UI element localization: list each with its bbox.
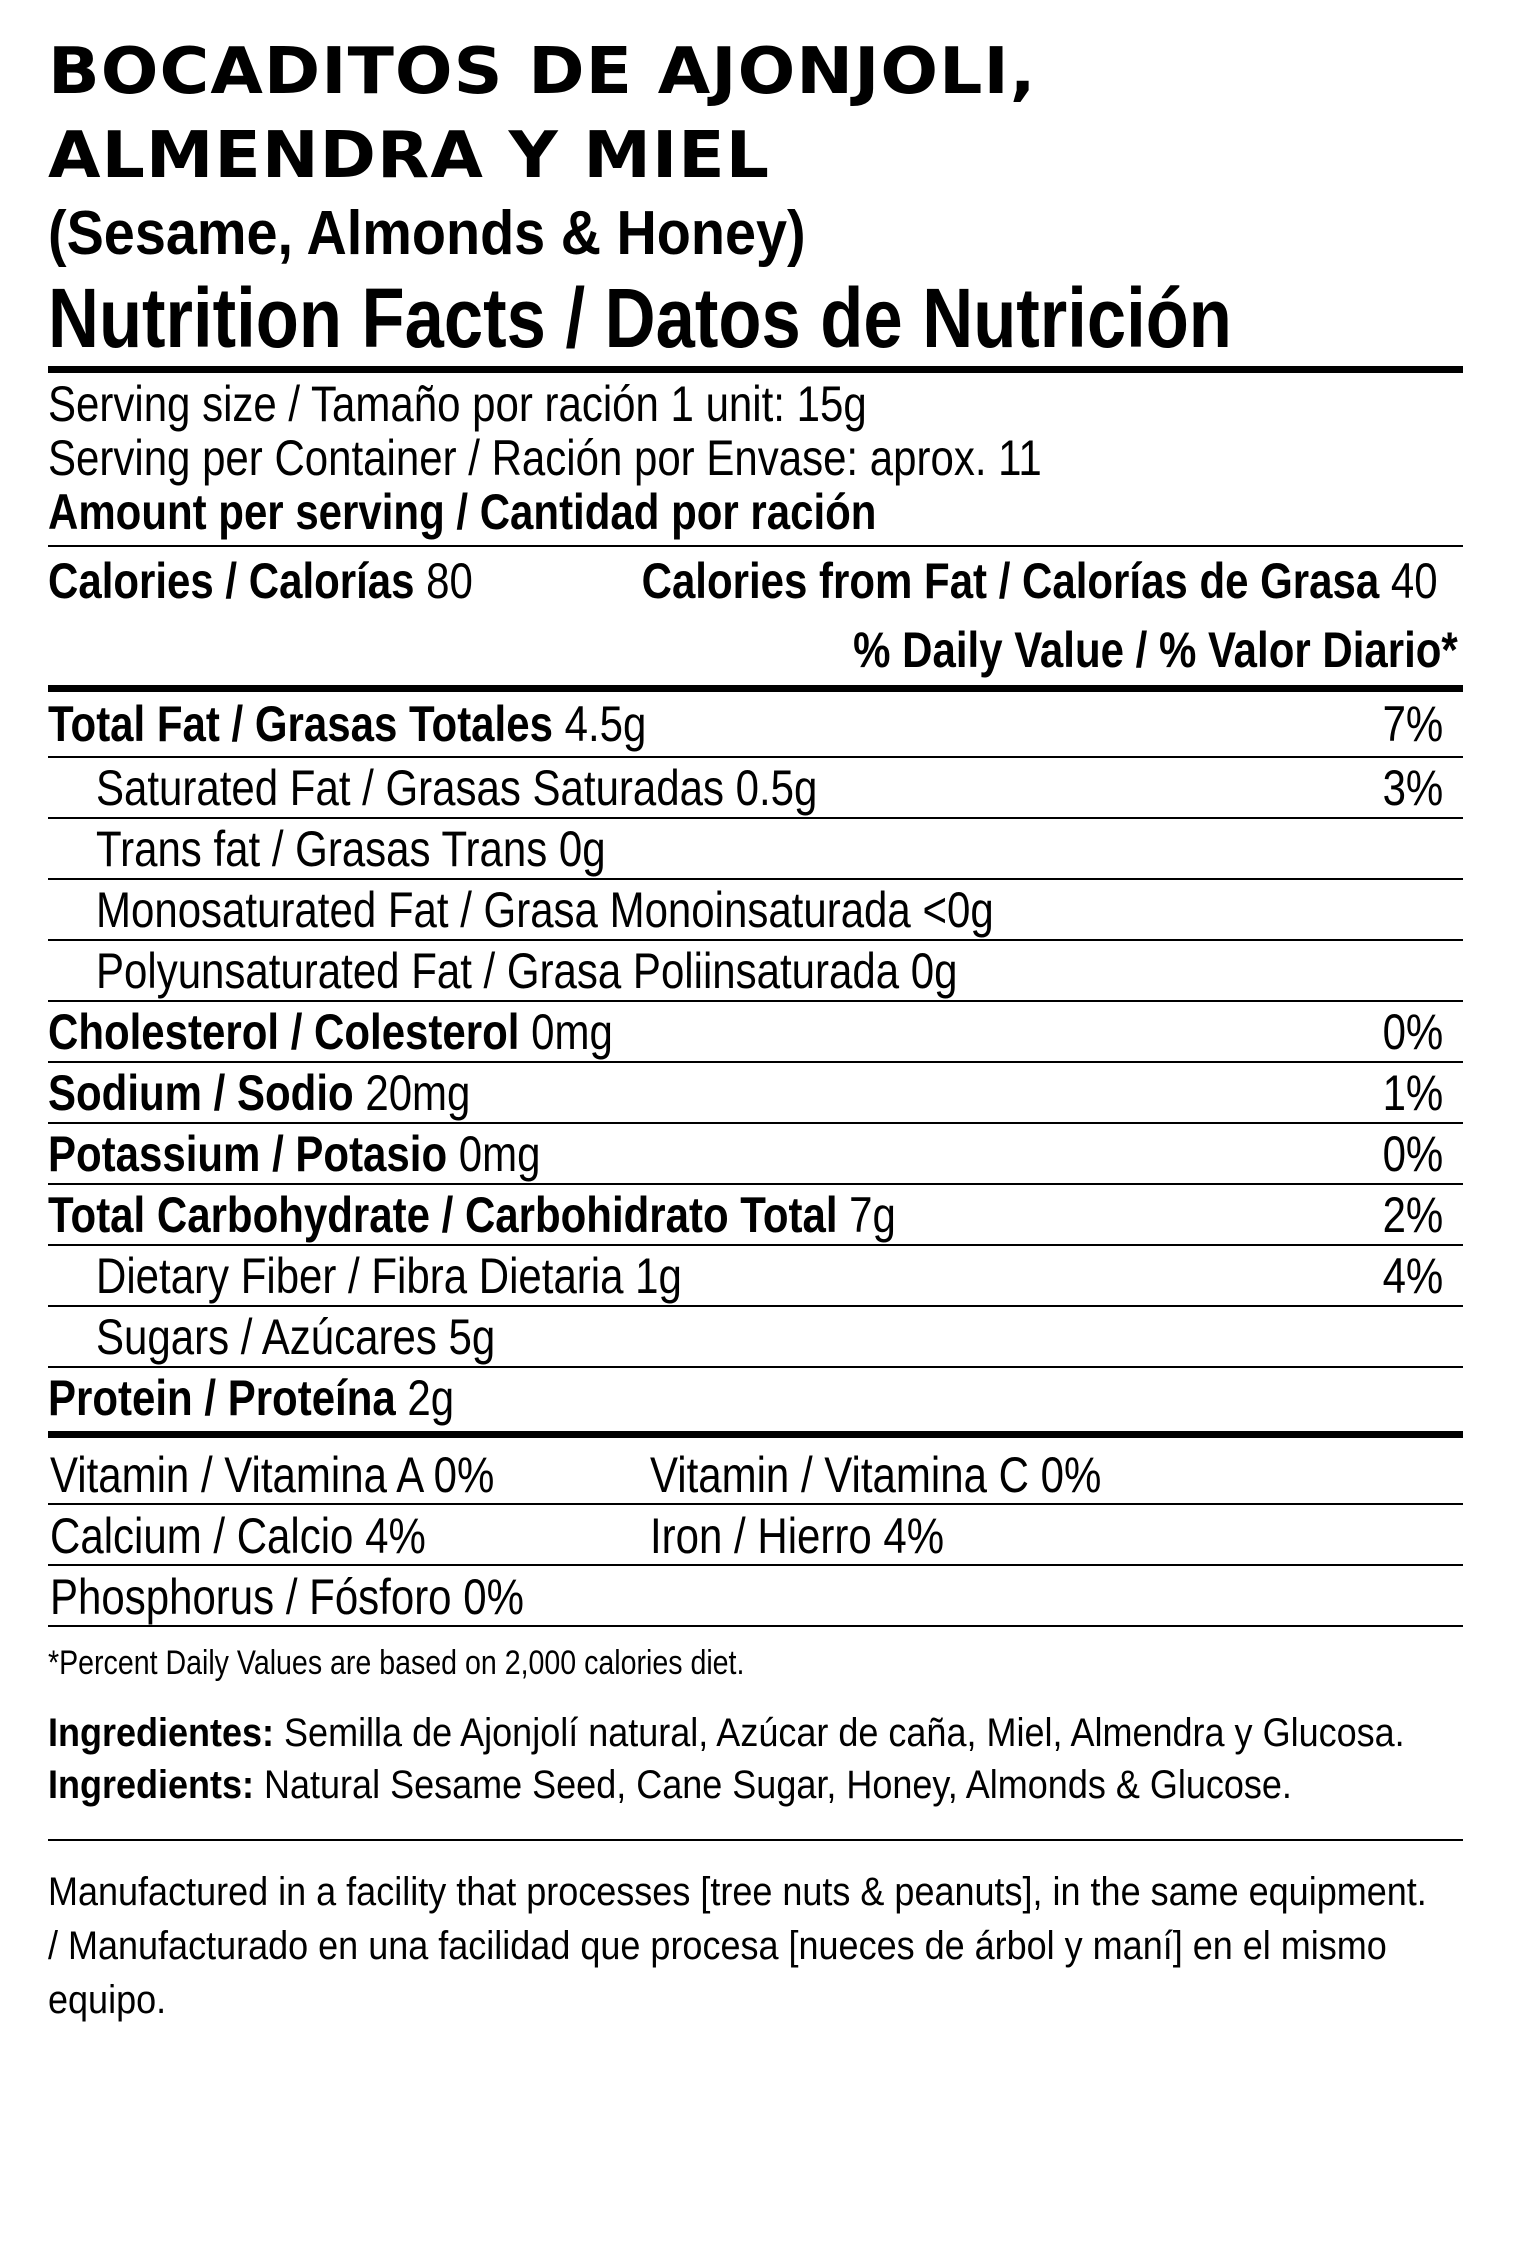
product-subtitle: (Sesame, Almonds & Honey) [48,199,806,268]
nutrient-row-sugars [48,1307,1463,1366]
nutrient-dv: 7% [1382,696,1443,752]
nutrient-dv: 4% [1382,1248,1443,1304]
ingredients-es-label: Ingredientes: [48,1711,275,1755]
nutrient-amount: 0mg [531,1004,613,1060]
nutrient-amount: 20mg [365,1065,471,1121]
nutrient-row-dietary-fiber [48,1246,1463,1305]
nutrient-name: Protein / Proteína [48,1370,396,1426]
iron: Iron / Hierro 4% [650,1508,945,1564]
servings-per-container: Serving per Container / Ración por Envase: aprox. 11 [48,430,1042,486]
nutrient-row-potassium [48,1124,1463,1183]
nutrient-row-trans-fat [48,819,1463,878]
calories-label: Calories / Calorías [48,553,415,609]
phosphorus-row [48,1566,1458,1625]
nutrient-label [48,1002,613,1062]
calories-fat-label: Calories from Fat / Calorías de Grasa [641,553,1380,609]
manufacturing-statement: Manufactured in a facility that processes [tree nuts & peanuts], in the same equipment. / Manufacturado en una facilidad que procesa [nueces de árbol y maní] en el mismo equipo. [48,1870,1427,2022]
nutrient-row-monounsaturated-fat [48,880,1463,939]
nutrient-amount: 4.5g [564,696,647,752]
calories [48,547,473,615]
calories-fat-value: 40 [1391,553,1438,609]
vitamin-row [48,1444,1458,1503]
nutrient-label [48,1124,540,1184]
daily-value-header: % Daily Value / % Valor Diario* [853,622,1458,678]
vitamin-c: Vitamin / Vitamina C 0% [650,1447,1102,1503]
nutrient-name: Potassium / Potasio [48,1126,448,1182]
nutrient-dv: 0% [1382,1126,1443,1182]
vitamin-a: Vitamin / Vitamina A 0% [50,1447,495,1503]
nutrient-label [48,1185,896,1245]
nutrient-label: Dietary Fiber / Fibra Dietaria 1g [96,1248,682,1304]
phosphorus: Phosphorus / Fósforo 0% [50,1569,524,1625]
amount-per-serving: Amount per serving / Cantidad por ración [48,484,877,540]
nutrient-label: Saturated Fat / Grasas Saturadas 0.5g [96,760,818,816]
nutrient-row-protein [48,1368,1463,1427]
nutrient-row-total-fat [48,692,1463,756]
nutrient-label [48,1063,470,1123]
nutrient-label [48,1368,454,1428]
nutrient-row-total-carbohydrate [48,1185,1463,1244]
nutrient-name: Sodium / Sodio [48,1065,354,1121]
nutrient-dv: 1% [1382,1065,1443,1121]
daily-value-row [48,615,1458,685]
nutrient-label: Trans fat / Grasas Trans 0g [96,821,606,877]
serving-size: Serving size / Tamaño por ración 1 unit: 15g [48,376,867,432]
nutrient-label [48,692,646,756]
nutrient-name: Total Fat / Grasas Totales [48,696,553,752]
calories-row [48,547,1458,615]
nutrient-dv: 3% [1382,760,1443,816]
ingredients-en-label: Ingredients: [48,1763,255,1807]
nutrient-name: Total Carbohydrate / Carbohidrato Total [48,1187,838,1243]
nutrient-amount: 2g [407,1370,455,1426]
calories-value: 80 [426,553,473,609]
nutrition-label [48,30,1458,2027]
nutrient-dv: 2% [1382,1187,1443,1243]
nutrient-label: Sugars / Azúcares 5g [96,1309,496,1365]
mineral-row [48,1505,1458,1564]
nutrient-dv: 0% [1382,1004,1443,1060]
divider [48,1839,1463,1841]
ingredients-en [48,1759,1439,1811]
divider [48,685,1463,692]
nutrient-row-cholesterol [48,1002,1463,1061]
calcium: Calcium / Calcio 4% [50,1508,426,1564]
nutrient-row-saturated-fat [48,758,1463,817]
ingredients-en-text: Natural Sesame Seed, Cane Sugar, Honey, Almonds & Glucose. [254,1763,1292,1807]
ingredients-es-text: Semilla de Ajonjolí natural, Azúcar de caña, Miel, Almendra y Glucosa. [274,1711,1405,1755]
nutrition-facts-heading: Nutrition Facts / Datos de Nutrición [48,271,1232,365]
nutrient-amount: 7g [849,1187,896,1243]
nutrient-amount: 0mg [458,1126,541,1182]
ingredients-es [48,1707,1439,1759]
product-title-line1: BOCADITOS DE AJONJOLI, [48,35,1037,109]
nutrient-label: Polyunsaturated Fat / Grasa Poliinsaturada 0g [96,943,958,999]
nutrient-row-sodium [48,1063,1463,1122]
divider [48,366,1463,373]
nutrient-label: Monosaturated Fat / Grasa Monoinsaturada <0g [96,882,994,938]
daily-value-footnote: *Percent Daily Values are based on 2,000 calories diet. [48,1644,745,1682]
nutrient-row-polyunsaturated-fat [48,941,1463,1000]
divider [48,1431,1463,1438]
product-title-line2: ALMENDRA Y MIEL [48,119,770,193]
calories-from-fat [642,547,1438,615]
nutrient-name: Cholesterol / Colesterol [48,1004,520,1060]
